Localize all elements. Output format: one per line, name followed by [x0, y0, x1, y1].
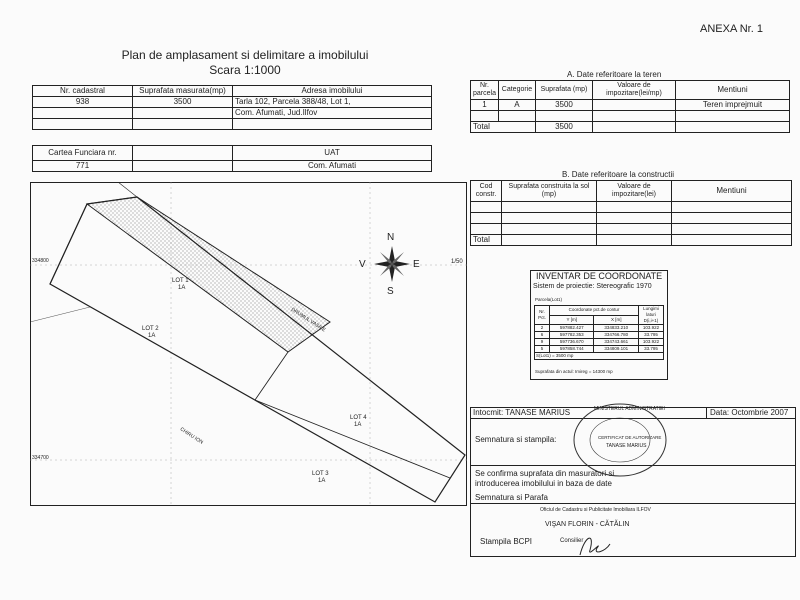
inv-cell: 5	[535, 346, 550, 353]
constructii-total-label: Total	[471, 235, 502, 246]
y-tick-2: 334700	[32, 455, 49, 461]
header-uat: UAT	[233, 146, 432, 161]
inv-cell: 597782.353	[550, 332, 594, 339]
header-valoare-constr: Valoare de impozitare(lei)	[597, 181, 672, 202]
confirm-line1: Se confirma suprafata din masuratori si	[475, 469, 615, 478]
compass-e: E	[413, 259, 420, 270]
inv-cell: 334833.210	[594, 325, 639, 332]
page-title: Plan de amplasament si delimitare a imobilului	[121, 48, 369, 62]
inv-cell: 103.922	[639, 325, 664, 332]
teren-cell	[592, 100, 675, 111]
inv-cell: 334766.780	[594, 332, 639, 339]
inv-subheader-y: Y [m]	[550, 315, 594, 325]
stamp-line3: TANASE MARIUS	[606, 443, 647, 449]
teren-title: A. Date referitoare la teren	[567, 70, 662, 79]
header-suprafata-constr: Suprafata construita la sol (mp)	[502, 181, 597, 202]
constructii-table	[470, 180, 792, 246]
lot1-label: LOT 1	[172, 278, 189, 284]
date-label: Data: Octombrie 2007	[710, 408, 789, 417]
inventory-act-area: Suprafata din actul: Imireg = 14300 mp	[535, 369, 613, 374]
lot2-label: LOT 2	[142, 326, 159, 332]
teren-cell: 3500	[535, 100, 592, 111]
compass-rose-icon	[372, 244, 412, 284]
handwritten-signature	[575, 530, 615, 560]
cadastral-table	[32, 85, 432, 130]
inv-cell: 33.795	[639, 346, 664, 353]
signer-name: VIŞAN FLORIN - CĂTĂLIN	[545, 521, 630, 528]
header-suprafata-teren: Suprafata (mp)	[535, 81, 592, 100]
office-label: Oficiul de Cadastru si Publicitate Imobiliara ILFOV	[540, 507, 651, 513]
teren-total-label: Total	[471, 122, 536, 133]
inventory-system: Sistem de proiectie: Stereografic 1970	[533, 283, 652, 290]
consilier-label: Consilier	[560, 538, 584, 544]
inv-cell: 597736.670	[550, 339, 594, 346]
scale-label: Scara 1:1000	[209, 63, 281, 77]
lot1-area	[87, 197, 330, 352]
plan-drawing	[30, 182, 467, 506]
inv-subheader-x: X [m]	[594, 315, 639, 325]
compass-v: V	[359, 259, 366, 270]
lot4-cat: 1A	[354, 422, 362, 428]
header-cod-constr: Cod constr.	[471, 181, 502, 202]
uat-value: Com. Afumati	[233, 161, 432, 172]
road-label-1: DRUMUL VASILE	[289, 306, 327, 334]
inv-cell: 6	[535, 332, 550, 339]
teren-cell: Teren imprejmuit	[675, 100, 789, 111]
inv-cell: 9	[535, 339, 550, 346]
lot1-cat: 1A	[178, 285, 186, 291]
inv-cell: 334809.101	[594, 346, 639, 353]
stamp-line1: MINISTERUL ADMINISTRATIEI	[594, 406, 665, 412]
header-suprafata: Suprafata masurata(mp)	[133, 86, 233, 97]
adresa-line1: Tarla 102, Parcela 388/48, Lot 1,	[233, 97, 432, 108]
y-tick-1: 334800	[32, 258, 49, 264]
header-nr-cadastral: Nr. cadastral	[33, 86, 133, 97]
header-adresa: Adresa imobilului	[233, 86, 432, 97]
road-label-2: CHIRU ION	[178, 426, 204, 446]
header-mentiuni-constr: Mentiuni	[672, 181, 792, 202]
adresa-line2: Com. Afumati, Jud.Ilfov	[233, 108, 432, 119]
inv-cell: 2	[535, 325, 550, 332]
teren-table	[470, 80, 790, 133]
inv-cell: 334743.661	[594, 339, 639, 346]
right-tick: 1/50	[451, 259, 463, 265]
constructii-title: B. Date referitoare la constructii	[562, 170, 675, 179]
compass-n: N	[387, 232, 395, 243]
header-cf: Cartea Funciara nr.	[33, 146, 133, 161]
inv-cell: 597858.744	[550, 346, 594, 353]
suprafata-value: 3500	[133, 97, 233, 108]
semnatura-parafa-label: Semnatura si Parafa	[475, 493, 548, 502]
nr-cadastral-value: 938	[33, 97, 133, 108]
teren-total-value: 3500	[535, 122, 592, 133]
stampila-bcpi-label: Stampila BCPI	[480, 537, 533, 546]
header-nr-parcela: Nr. parcela	[471, 81, 499, 100]
lot3-label: LOT 3	[312, 471, 329, 477]
header-categorie: Categorie	[498, 81, 535, 100]
intocmit-label: Intocmit: TANASE MARIUS	[473, 408, 571, 417]
inv-header-coord: Coordonate pct.de contur	[550, 306, 639, 316]
inv-header-len: Lungimi laturi D(i,i+1)	[639, 306, 664, 325]
inv-cell: 597882.427	[550, 325, 594, 332]
cf-table	[32, 145, 432, 172]
semnatura-stampila-label: Semnatura si stampila:	[475, 435, 557, 444]
inv-header-pct: Nr. Pct.	[535, 306, 550, 325]
inv-cell: 103.922	[639, 339, 664, 346]
header-mentiuni-teren: Mentiuni	[675, 81, 789, 100]
stamp-line2: CERTIFICAT DE AUTORIZARE	[598, 435, 662, 440]
lot2-cat: 1A	[148, 333, 156, 339]
annex-label: ANEXA Nr. 1	[700, 23, 763, 35]
lot4-label: LOT 4	[350, 415, 367, 421]
teren-cell: 1	[471, 100, 499, 111]
inventory-parcel: Parcela(Lot1)	[535, 297, 563, 302]
header-valoare-teren: Valoare de impozitare(lei/mp)	[592, 81, 675, 100]
teren-cell: A	[498, 100, 535, 111]
inventory-table	[534, 305, 664, 360]
inv-cell: 33.795	[639, 332, 664, 339]
compass-s: S	[387, 286, 394, 297]
cf-value: 771	[33, 161, 133, 172]
parcel-outline	[50, 197, 465, 502]
inv-area: S(Lot1) = 3500 mp	[535, 353, 664, 360]
inventory-title: INVENTAR DE COORDONATE	[536, 271, 663, 281]
confirm-line2: introducerea imobilului in baza de date	[475, 479, 612, 488]
lot3-cat: 1A	[318, 478, 326, 484]
